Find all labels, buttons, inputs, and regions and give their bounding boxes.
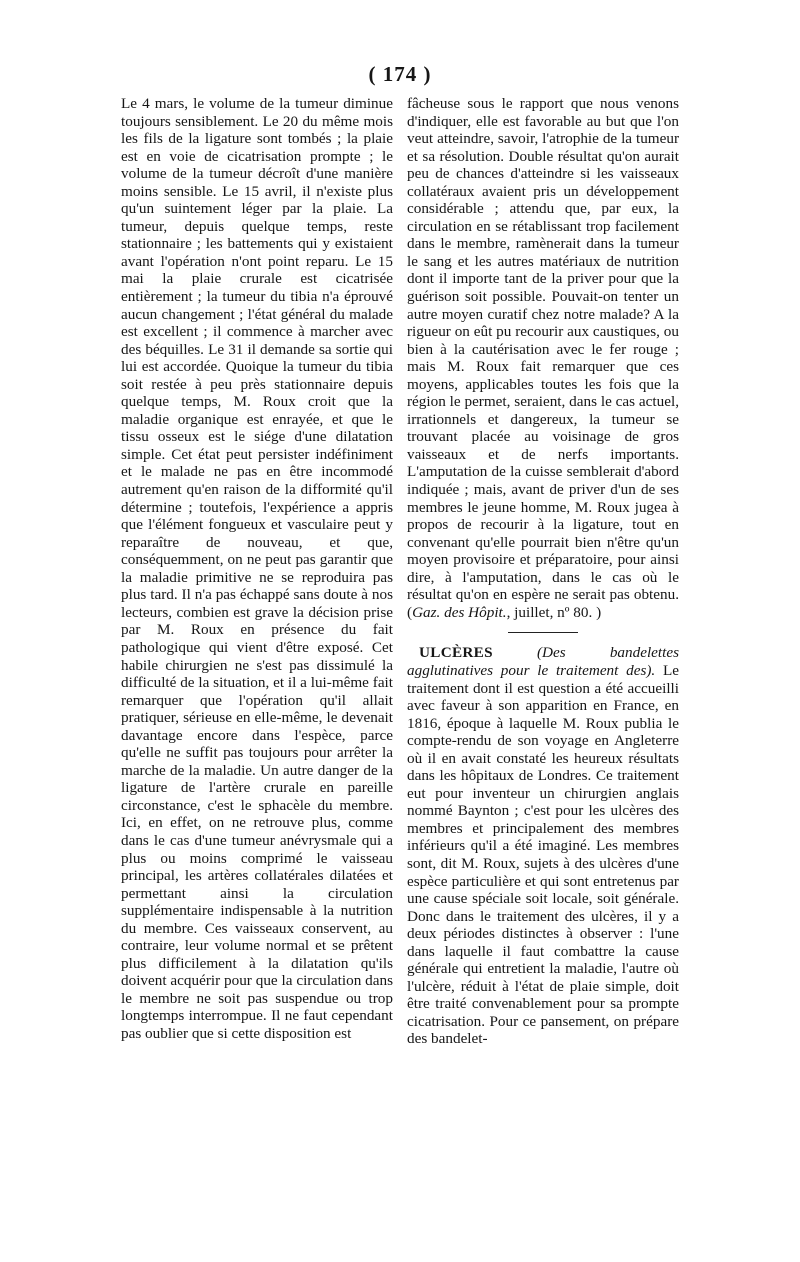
paragraph-1-text: fâcheuse sous le rapport que nous venons d'indiquer, elle est favorable au but que l'on veut atteindre, savoir, l'atrophie de la tumeur et sa résolution. Double résultat qu'on aurait peu de chances d'atteindre si les vaisseaux collatéraux avaient pris un développement considérable ; attendu que, par eux, la circulation en se rétablissant trop facilement dans le membre, ramènerait dans la tumeur le sang et les autres matériaux de nutrition dont il importe tant de la priver pour que la guérison soit possible. Pouvait-on tenter un autre moyen curatif chez notre malade? A la rigueur on eût pu recourir aux caustiques, ou bien à la cautérisation avec le fer rouge ; mais M. Roux fait remarquer que ces moyens, applicables toutes les fois que la région le permet, seraient, dans le cas actuel, irrationnels et dangereux, la tumeur se trouvant placée au voisinage de gros vaisseaux et de nerfs importants. L'amputation de la cuisse semblerait d'abord indiquée ; mais, avant de priver d'un de ses membres le jeune homme, M. Roux jugea à propos de recourir à la ligature, tout en convenant qu'elle pourrait bien n'être qu'un moyen provisoire et préparatoire, pour ainsi dire, à l'amputation, dans le cas où le résultat qu'on en espère ne serait pas obtenu. ( <box>407 95 679 621</box>
citation-journal: Gaz. des Hôpit. <box>412 603 507 621</box>
right-column <box>407 95 679 1048</box>
right-column-paragraph-1 <box>407 95 679 621</box>
left-column <box>121 95 393 1043</box>
entry-heading: ULCÈRES <box>419 644 493 662</box>
citation-details: , juillet, nº 80. ) <box>506 603 602 621</box>
entry-subheading: (Des bandelettes agglutinatives pour le traitement des). <box>407 644 679 679</box>
left-column-text: Le 4 mars, le volume de la tumeur diminue toujours sensiblement. Le 20 du même mois les fils de la ligature sont tombés ; la plaie est en voie de cicatrisation prompte ; le volume de la tumeur décroît d'une manière moins sensible. Le 15 avril, il n'existe plus qu'un suintement léger par la plaie. La tumeur, depuis quelque temps, reste stationnaire ; les battements qui y existaient avant l'opération n'ont point reparu. Le 15 mai la plaie crurale est cicatrisée entièrement ; la tumeur du tibia n'a éprouvé aucun changement ; l'état général du malade est excellent ; il commence à marcher avec des béquilles. Le 31 il demande sa sortie qui lui est accordée. Quoique la tumeur du tibia soit restée à peu près stationnaire depuis quelque temps, M. Roux croit que la maladie organique est enrayée, et que le tissu osseux est le siége d'une dilatation simple. Cet état peut persister indéfiniment et le malade ne pas en être incommodé autrement qu'en raison de la difformité qu'il détermine ; toutefois, l'expérience a appris que l'élément fongueux et vasculaire peut y reparaître de nouveau, et que, conséquemment, on ne peut pas garantir que la maladie primitive ne se reproduira pas plus tard. Il n'a pas échappé sans doute à nos lecteurs, combien est grave la décision prise par M. Roux en présence du fait pathologique qui vient d'être exposé. Cet habile chirurgien ne s'est pas dissimulé la difficulté de la situation, et il a lui-même fait remarquer que l'opération qu'il allait pratiquer, sérieuse en elle-même, le devenait davantage encore dans l'espèce, parce qu'elle ne suffit pas toujours pour arrêter la marche de la maladie. Un autre danger de la ligature de l'artère crurale en pareille circonstance, c'est le sphacèle du membre. Ici, en effet, on ne retrouve plus, comme dans le cas d'une tumeur anévrysmale qui a plus ou moins comprimé le vaisseau principal, les artères collatérales dilatées et permettant ainsi la circulation supplémentaire indispensable à la nutrition du membre. Ces vaisseaux conservent, au contraire, leur volume normal et se prêtent plus difficilement à la dilatation qu'ils doivent acquérir pour que la circulation dans le membre ne soit pas suspendue ou trop longtemps interrompue. Il ne faut cependant pas oublier que si cette disposition est <box>121 95 393 1042</box>
ulceres-entry <box>407 644 679 1048</box>
page-number: ( 174 ) <box>368 62 432 86</box>
section-divider <box>508 632 578 633</box>
entry-text: Le traitement dont il est question a été accueilli avec faveur à son apparition en France, en 1816, époque à laquelle M. Roux publia le compte-rendu de son voyage en Angleterre où il en avait constaté les heureux résultats dans les hôpitaux de Londres. Ce traitement eut pour inventeur un chirurgien anglais nommé Baynton ; c'est pour les ulcères des membres et principalement des membres inférieurs qu'il a été imaginé. Les membres sont, dit M. Roux, sujets à des ulcères d'une espèce particulière et qui sont entretenus par une cause spéciale soit locale, soit générale. Donc dans le traitement des ulcères, il y a deux périodes distinctes à observer : l'une dans laquelle il faut combattre la cause générale qui entretient la maladie, l'autre où l'ulcère, réduit à l'état de plaie simple, doit être traité convenablement pour sa prompte cicatrisation. Pour ce pansement, on prépare des bandelet- <box>407 661 679 1048</box>
